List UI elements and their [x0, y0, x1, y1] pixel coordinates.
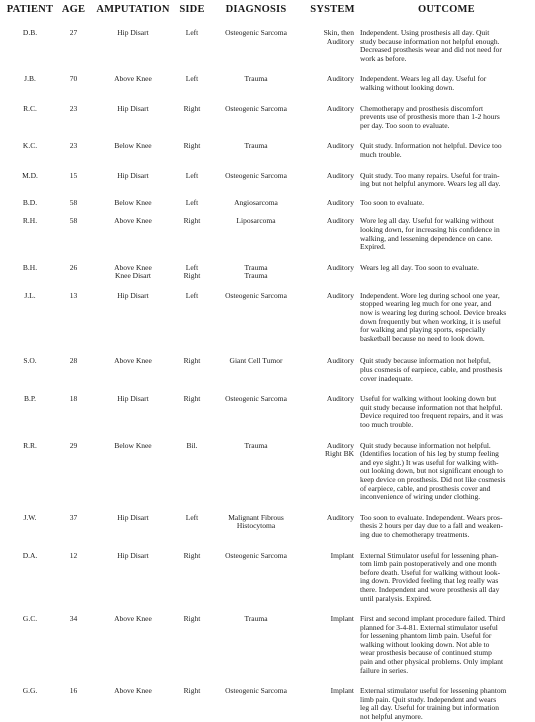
cell-side [177, 615, 207, 687]
cell-age [58, 75, 89, 104]
cell-age [58, 29, 89, 75]
amputation-text: Above Knee Knee Disart [114, 262, 152, 281]
cell-amputation [89, 615, 177, 687]
system-text: Auditory [326, 74, 354, 84]
age-text: 23 [69, 141, 78, 151]
cell-system [305, 442, 360, 514]
cell-outcome [360, 395, 533, 441]
cell-diagnosis [207, 29, 305, 75]
outcome-text: First and second implant procedure failed. Third planned for 3-4-81. External stimulator useful for lessening phantom limb pain. Useful for walking without looking down. Not able to wear prosthesis because of continued stump pain and other physical problems. Only implant failure in series. [360, 614, 506, 675]
outcome-text: Too soon to evaluate. [360, 197, 425, 207]
diagnosis-text: Osteogenic Sarcoma [225, 290, 287, 300]
amputation-text: Above Knee [114, 686, 152, 696]
patient-text: R.C. [23, 103, 37, 113]
table-row [2, 142, 533, 171]
outcome-text: Quit study because information not helpful, plus cosmesis of earpiece, cable, and prosthesis cover inadequate. [360, 356, 503, 383]
outcome-text: Useful for walking without looking down but quit study because information not that helpful. Device required too frequent repairs, and it was too much trouble. [360, 394, 503, 429]
cell-system [305, 292, 360, 358]
cell-side [177, 142, 207, 171]
cell-age [58, 687, 89, 721]
header-patient: PATIENT [6, 4, 54, 15]
age-text: 58 [69, 216, 78, 226]
outcome-text: Independent. Using prosthesis all day. Quit study because information not helpful enough. Decreased prosthesis wear and did not need for work as before. [360, 28, 502, 63]
diagnosis-text: Trauma Trauma [244, 262, 268, 281]
diagnosis-text: Trauma [244, 74, 268, 84]
patient-text: J.B. [24, 74, 36, 84]
amputation-text: Below Knee [114, 141, 152, 151]
cell-side [177, 199, 207, 218]
age-text: 58 [69, 197, 78, 207]
table-row [2, 552, 533, 616]
cell-amputation [89, 514, 177, 552]
system-text: Auditory [326, 103, 354, 113]
table-row [2, 105, 533, 143]
side-text: Right [183, 394, 201, 404]
table-row [2, 75, 533, 104]
patient-text: B.P. [23, 394, 37, 404]
diagnosis-text: Trauma [244, 614, 268, 624]
cell-age [58, 357, 89, 395]
system-text: Auditory [326, 216, 354, 226]
diagnosis-text: Giant Cell Tumor [229, 356, 283, 366]
cell-diagnosis [207, 172, 305, 199]
cell-patient [2, 292, 58, 358]
table-row [2, 687, 533, 721]
cell-side [177, 105, 207, 143]
side-text: Right [183, 103, 201, 113]
cell-diagnosis [207, 357, 305, 395]
header-row [2, 4, 533, 29]
table-row [2, 292, 533, 358]
cell-outcome [360, 292, 533, 358]
cell-patient [2, 29, 58, 75]
cell-outcome [360, 75, 533, 104]
cell-amputation [89, 172, 177, 199]
cell-age [58, 199, 89, 218]
cell-patient [2, 442, 58, 514]
diagnosis-text: Osteogenic Sarcoma [225, 550, 287, 560]
side-text: Left Right [183, 262, 201, 281]
patient-text: G.C. [22, 614, 38, 624]
amputation-text: Below Knee [114, 440, 152, 450]
system-text: Auditory Right BK [325, 440, 354, 459]
diagnosis-text: Trauma [244, 440, 268, 450]
amputation-text: Above Knee [114, 614, 152, 624]
cell-patient [2, 142, 58, 171]
cell-outcome [360, 514, 533, 552]
side-text: Left [185, 512, 199, 522]
cell-amputation [89, 105, 177, 143]
cell-age [58, 292, 89, 358]
cell-system [305, 687, 360, 721]
amputation-text: Hip Disart [117, 290, 149, 300]
cell-outcome [360, 552, 533, 616]
cell-diagnosis [207, 552, 305, 616]
header-diagnosis: DIAGNOSIS [225, 4, 287, 15]
cell-patient [2, 615, 58, 687]
system-text: Implant [330, 614, 354, 624]
patient-outcome-table [2, 4, 533, 722]
patient-text: J.L. [24, 290, 36, 300]
diagnosis-text: Osteogenic Sarcoma [225, 686, 287, 696]
amputation-text: Above Knee [114, 216, 152, 226]
patient-text: M.D. [22, 170, 38, 180]
system-text: Auditory [326, 262, 354, 272]
outcome-text: Independent. Wore leg during school one year, stopped wearing leg much for one year, and now is wearing leg during school. Device breaks down frequently but when working, it is useful for walking and playing sports, especially basketball because no need to look down. [360, 290, 507, 343]
cell-diagnosis [207, 75, 305, 104]
cell-patient [2, 552, 58, 616]
patient-text: R.H. [22, 216, 38, 226]
cell-system [305, 357, 360, 395]
outcome-text: Chemotherapy and prosthesis discomfort prevents use of prosthesis more than 1-2 hours per day. Too soon to evaluate. [360, 103, 500, 130]
cell-amputation [89, 442, 177, 514]
side-text: Right [183, 141, 201, 151]
table-row [2, 264, 533, 292]
amputation-text: Above Knee [114, 74, 152, 84]
cell-system [305, 172, 360, 199]
side-text: Left [185, 197, 199, 207]
cell-side [177, 395, 207, 441]
system-text: Auditory [326, 197, 354, 207]
age-text: 16 [69, 686, 78, 696]
outcome-text: Quit study because information not helpful. (Identifies location of his leg by stump feeling and eye sight.) It was useful for walking with- out looking down, but not significant enough to keep device on prosthesis. Did not like cosmesis of earpiece, cable, and prosthesis cover and inconvenience of wiring under clothing. [360, 440, 506, 502]
cell-outcome [360, 687, 533, 721]
cell-amputation [89, 264, 177, 292]
cell-system [305, 395, 360, 441]
age-text: 27 [69, 28, 78, 37]
cell-outcome [360, 357, 533, 395]
cell-amputation [89, 75, 177, 104]
table-row [2, 615, 533, 687]
cell-patient [2, 514, 58, 552]
cell-patient [2, 217, 58, 263]
patient-text: B.H. [22, 262, 38, 272]
age-text: 28 [69, 356, 78, 366]
outcome-text: Quit study. Information not helpful. Device too much trouble. [360, 141, 502, 159]
system-text: Auditory [326, 394, 354, 404]
outcome-text: External stimulator useful for lessening phantom limb pain. Quit study. Independent and wears leg all day. Useful for training but information not helpful anymore. [360, 686, 507, 722]
diagnosis-text: Osteogenic Sarcoma [225, 394, 287, 404]
system-text: Implant [330, 550, 354, 560]
cell-system [305, 29, 360, 75]
system-text: Auditory [326, 512, 354, 522]
amputation-text: Hip Disart [117, 550, 149, 560]
cell-diagnosis [207, 615, 305, 687]
table-row [2, 217, 533, 263]
cell-diagnosis [207, 264, 305, 292]
side-text: Right [183, 550, 201, 560]
cell-side [177, 442, 207, 514]
amputation-text: Hip Disart [117, 512, 149, 522]
cell-amputation [89, 199, 177, 218]
cell-diagnosis [207, 395, 305, 441]
cell-outcome [360, 29, 533, 75]
cell-patient [2, 75, 58, 104]
table-row [2, 29, 533, 75]
table-row [2, 442, 533, 514]
cell-system [305, 142, 360, 171]
cell-age [58, 442, 89, 514]
header-age: AGE [61, 4, 86, 15]
cell-side [177, 217, 207, 263]
age-text: 12 [69, 550, 78, 560]
cell-outcome [360, 172, 533, 199]
cell-age [58, 217, 89, 263]
diagnosis-text: Malignant Fibrous Histocytoma [228, 512, 284, 531]
amputation-text: Hip Disart [117, 103, 149, 113]
side-text: Left [185, 290, 199, 300]
age-text: 18 [69, 394, 78, 404]
cell-outcome [360, 615, 533, 687]
cell-age [58, 105, 89, 143]
cell-system [305, 264, 360, 292]
cell-side [177, 264, 207, 292]
header-side: SIDE [179, 4, 205, 15]
cell-side [177, 75, 207, 104]
cell-diagnosis [207, 217, 305, 263]
age-text: 26 [69, 262, 78, 272]
cell-diagnosis [207, 142, 305, 171]
patient-text: R.R. [23, 440, 37, 450]
system-text: Auditory [326, 356, 354, 366]
diagnosis-text: Osteogenic Sarcoma [225, 170, 287, 180]
table-row [2, 172, 533, 199]
cell-age [58, 615, 89, 687]
diagnosis-text: Trauma [244, 141, 268, 151]
patient-text: D.B. [22, 28, 38, 37]
age-text: 37 [69, 512, 78, 522]
system-text: Implant [330, 686, 354, 696]
age-text: 70 [69, 74, 78, 84]
cell-outcome [360, 142, 533, 171]
cell-amputation [89, 142, 177, 171]
system-text: Skin, then Auditory [323, 28, 354, 46]
table-row [2, 357, 533, 395]
table-row [2, 395, 533, 441]
side-text: Right [183, 614, 201, 624]
cell-system [305, 75, 360, 104]
amputation-text: Hip Disart [117, 28, 149, 37]
header-system: SYSTEM [310, 4, 355, 15]
cell-patient [2, 395, 58, 441]
side-text: Right [183, 356, 201, 366]
header-outcome: OUTCOME [418, 4, 475, 15]
cell-patient [2, 199, 58, 218]
cell-amputation [89, 395, 177, 441]
cell-diagnosis [207, 687, 305, 721]
cell-diagnosis [207, 442, 305, 514]
patient-text: S.O. [23, 356, 37, 366]
cell-outcome [360, 199, 533, 218]
cell-patient [2, 172, 58, 199]
cell-age [58, 264, 89, 292]
cell-system [305, 105, 360, 143]
cell-system [305, 552, 360, 616]
cell-patient [2, 357, 58, 395]
cell-amputation [89, 217, 177, 263]
cell-side [177, 357, 207, 395]
side-text: Right [183, 686, 201, 696]
system-text: Auditory [326, 170, 354, 180]
diagnosis-text: Liposarcoma [236, 216, 276, 226]
cell-side [177, 514, 207, 552]
amputation-text: Hip Disart [117, 394, 149, 404]
cell-system [305, 615, 360, 687]
patient-text: G.G. [22, 686, 38, 696]
cell-amputation [89, 292, 177, 358]
outcome-text: External Stimulator useful for lessening phan- tom limb pain postoperatively and one month before death. Useful for walking without look- ing down. Provided feeling that leg really was there. Independent and wore prosthesis all day until paralysis. Expired. [360, 550, 501, 603]
cell-amputation [89, 687, 177, 721]
cell-patient [2, 105, 58, 143]
outcome-text: Independent. Wears leg all day. Useful for walking without looking down. [360, 74, 487, 92]
patient-text: D.A. [22, 550, 38, 560]
side-text: Right [183, 216, 201, 226]
system-text: Auditory [326, 290, 354, 300]
patient-text: B.D. [22, 197, 38, 207]
age-text: 34 [69, 614, 78, 624]
diagnosis-text: Osteogenic Sarcoma [225, 28, 287, 37]
cell-amputation [89, 357, 177, 395]
cell-system [305, 199, 360, 218]
system-text: Auditory [326, 141, 354, 151]
cell-age [58, 142, 89, 171]
amputation-text: Hip Disart [117, 170, 149, 180]
outcome-text: Wears leg all day. Too soon to evaluate. [360, 262, 479, 272]
side-text: Left [185, 28, 199, 37]
cell-amputation [89, 552, 177, 616]
cell-amputation [89, 29, 177, 75]
patient-text: K.C. [22, 141, 38, 151]
amputation-text: Below Knee [114, 197, 152, 207]
patient-text: J.W. [23, 512, 37, 522]
cell-patient [2, 687, 58, 721]
cell-patient [2, 264, 58, 292]
side-text: Left [185, 74, 199, 84]
cell-outcome [360, 105, 533, 143]
header-amputation: AMPUTATION [96, 4, 170, 15]
side-text: Bil. [186, 440, 198, 450]
cell-outcome [360, 442, 533, 514]
outcome-text: Too soon to evaluate. Independent. Wears pros- thesis 2 hours per day due to a fall and weaken- ing due to chemotherapy treatments. [360, 512, 503, 539]
cell-side [177, 29, 207, 75]
age-text: 29 [69, 440, 78, 450]
cell-side [177, 292, 207, 358]
side-text: Left [185, 170, 199, 180]
cell-system [305, 514, 360, 552]
table-row [2, 514, 533, 552]
cell-diagnosis [207, 514, 305, 552]
cell-diagnosis [207, 105, 305, 143]
diagnosis-text: Angiosarcoma [234, 197, 278, 207]
cell-side [177, 687, 207, 721]
outcome-text: Quit study. Too many repairs. Useful for train- ing but not helpful anymore. Wears leg all day. [360, 170, 501, 189]
cell-side [177, 552, 207, 616]
cell-outcome [360, 217, 533, 263]
cell-age [58, 514, 89, 552]
cell-diagnosis [207, 199, 305, 218]
age-text: 15 [69, 170, 78, 180]
diagnosis-text: Osteogenic Sarcoma [225, 103, 287, 113]
age-text: 23 [69, 103, 78, 113]
cell-age [58, 395, 89, 441]
cell-age [58, 552, 89, 616]
outcome-text: Wore leg all day. Useful for walking without looking down, for increasing his confidence in walking, and lessening dependence on cane. Expired. [360, 216, 500, 252]
cell-age [58, 172, 89, 199]
cell-outcome [360, 264, 533, 292]
age-text: 13 [69, 290, 78, 300]
cell-diagnosis [207, 292, 305, 358]
cell-side [177, 172, 207, 199]
cell-system [305, 217, 360, 263]
amputation-text: Above Knee [114, 356, 152, 366]
table-row [2, 199, 533, 218]
